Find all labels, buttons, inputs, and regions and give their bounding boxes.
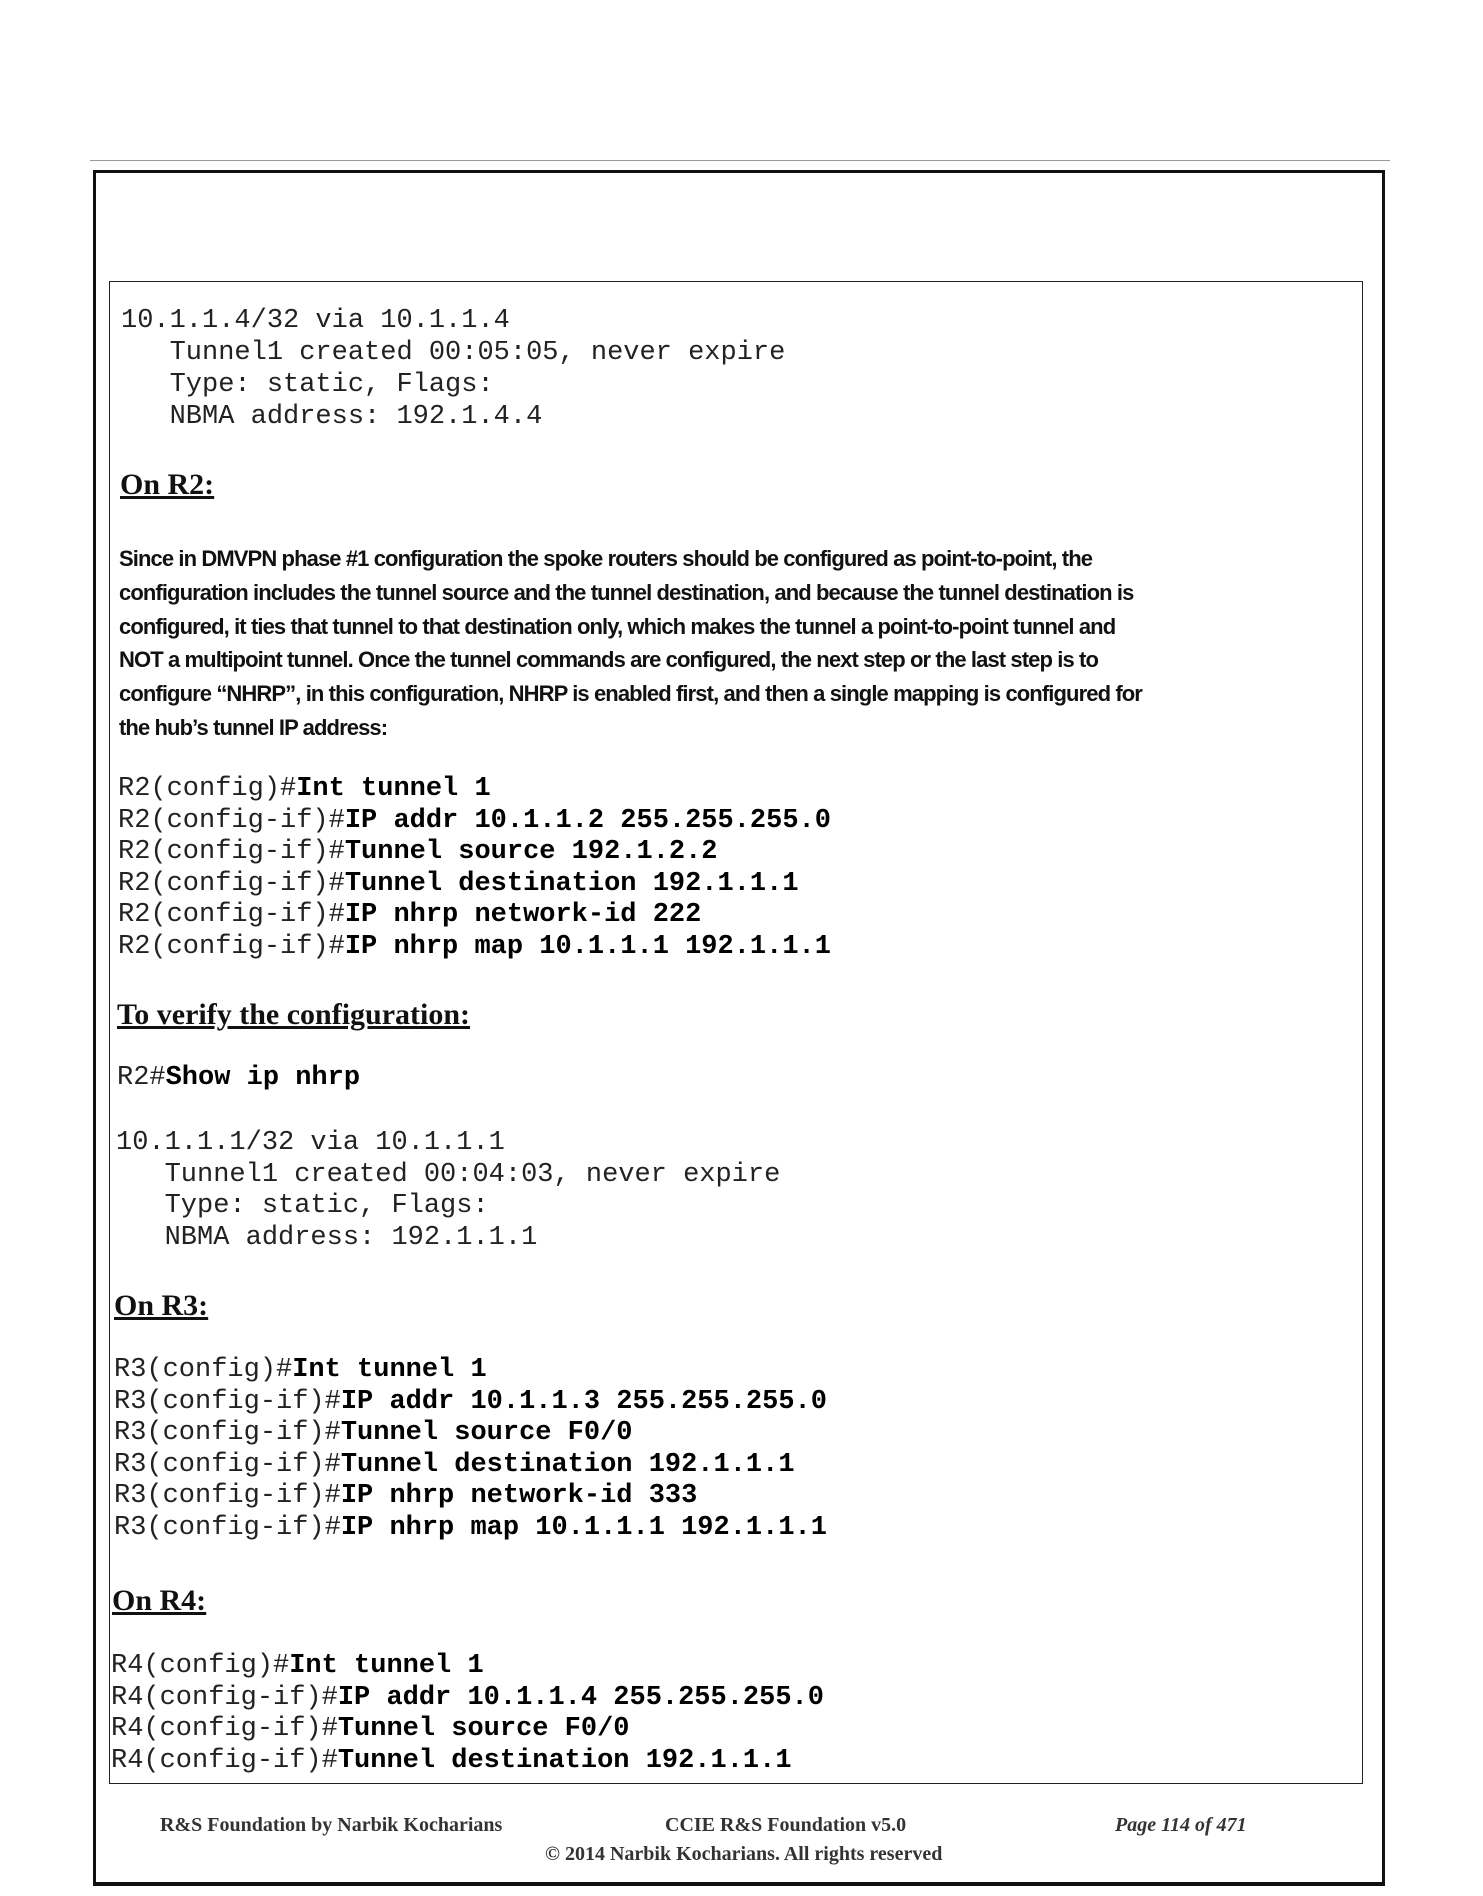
- config-line: [114, 1418, 633, 1448]
- output-line: Type: static, Flags:: [116, 1191, 489, 1222]
- cli-command: IP addr 10.1.1.3 255.255.255.0: [340, 1386, 827, 1417]
- footer-page-number: Page 114 of 471: [1115, 1814, 1247, 1836]
- cli-command: Tunnel destination 192.1.1.1: [340, 1449, 795, 1480]
- config-line: [118, 774, 491, 804]
- cli-command: IP addr 10.1.1.2 255.255.255.0: [344, 805, 831, 836]
- config-line: [111, 1746, 792, 1776]
- output-line: NBMA address: 192.1.4.4: [121, 402, 543, 432]
- cli-prompt: R4(config-if)#: [111, 1714, 338, 1745]
- config-line: [118, 806, 831, 836]
- cli-command: Tunnel destination 192.1.1.1: [344, 868, 799, 899]
- config-line: [118, 869, 799, 899]
- cli-command: IP nhrp network-id 333: [340, 1481, 698, 1512]
- output-line: NBMA address: 192.1.1.1: [116, 1222, 538, 1253]
- cli-prompt: R3(config-if)#: [114, 1418, 341, 1449]
- cli-prompt: R2(config-if)#: [118, 868, 345, 899]
- cli-prompt: R3(config)#: [114, 1355, 293, 1385]
- paragraph-line: the hub’s tunnel IP address:: [119, 715, 388, 740]
- cli-prompt: R4(config-if)#: [111, 1745, 338, 1776]
- cli-prompt: R4(config-if)#: [111, 1682, 338, 1713]
- cli-command: Int tunnel 1: [292, 1355, 487, 1385]
- paragraph-line: NOT a multipoint tunnel. Once the tunnel commands are configured, the next step or the last step is to: [119, 647, 1098, 673]
- cli-command: IP addr 10.1.1.4 255.255.255.0: [337, 1682, 824, 1713]
- cli-prompt: R3(config-if)#: [114, 1513, 341, 1543]
- cli-prompt: R3(config-if)#: [114, 1386, 341, 1417]
- cli-prompt: R2(config-if)#: [118, 837, 345, 868]
- output-line: 10.1.1.4/32 via 10.1.1.4: [121, 306, 510, 336]
- paragraph-line: configured, it ties that tunnel to that destination only, which makes the tunnel a point-to-point tunnel and: [119, 613, 1116, 639]
- output-line: Tunnel1 created 00:05:05, never expire: [121, 338, 786, 368]
- cli-prompt: R2(config-if)#: [118, 900, 345, 931]
- cli-prompt: R2#: [117, 1063, 166, 1093]
- config-line: [118, 837, 718, 867]
- config-line: [114, 1481, 697, 1511]
- cli-command: Int tunnel 1: [296, 774, 491, 804]
- cli-prompt: R3(config-if)#: [114, 1449, 341, 1480]
- footer-center: CCIE R&S Foundation v5.0: [665, 1814, 907, 1836]
- cli-command: Tunnel source F0/0: [340, 1418, 633, 1449]
- config-line: [111, 1714, 630, 1744]
- cli-command: IP nhrp network-id 222: [344, 900, 702, 931]
- cli-command: Int tunnel 1: [289, 1651, 484, 1681]
- heading-on-r2: On R2:: [120, 468, 215, 501]
- cli-command: Tunnel source F0/0: [337, 1714, 630, 1745]
- cli-prompt: R4(config)#: [111, 1651, 290, 1681]
- cli-prompt: R2(config)#: [118, 774, 297, 804]
- config-line: [114, 1387, 827, 1417]
- footer-left: R&S Foundation by Narbik Kocharians: [160, 1814, 503, 1836]
- cli-prompt: R2(config-if)#: [118, 805, 345, 836]
- paragraph-line: Since in DMVPN phase #1 configuration the spoke routers should be configured as point-to-point, the: [119, 546, 1093, 571]
- config-line: [118, 932, 831, 962]
- cli-command: IP nhrp map 10.1.1.1 192.1.1.1: [340, 1513, 827, 1543]
- cli-command: IP nhrp map 10.1.1.1 192.1.1.1: [344, 932, 831, 962]
- heading-on-r4: On R4:: [112, 1584, 207, 1617]
- config-line: [114, 1450, 795, 1480]
- cli-command: Tunnel source 192.1.2.2: [344, 837, 718, 868]
- footer-copyright: © 2014 Narbik Kocharians. All rights reserved: [545, 1843, 943, 1865]
- config-line: [114, 1355, 487, 1385]
- header-rule: [90, 160, 1390, 161]
- config-line: [111, 1651, 484, 1681]
- config-line: [111, 1683, 824, 1713]
- config-line: [114, 1513, 827, 1543]
- heading-on-r3: On R3:: [114, 1289, 209, 1322]
- output-line: Tunnel1 created 00:04:03, never expire: [116, 1159, 781, 1190]
- cli-prompt: R3(config-if)#: [114, 1481, 341, 1512]
- content-box: [109, 281, 1363, 1784]
- output-line: 10.1.1.1/32 via 10.1.1.1: [116, 1128, 505, 1158]
- cli-prompt: R2(config-if)#: [118, 932, 345, 962]
- cli-command: Tunnel destination 192.1.1.1: [337, 1745, 792, 1776]
- paragraph-line: configuration includes the tunnel source and the tunnel destination, and because the tunnel destination is: [119, 579, 1134, 605]
- paragraph-line: configure “NHRP”, in this configuration, NHRP is enabled first, and then a single mapping is configured for: [119, 681, 1142, 707]
- cli-command: Show ip nhrp: [165, 1063, 361, 1093]
- show-command-line: [117, 1063, 360, 1093]
- heading-verify: To verify the configuration:: [117, 998, 471, 1031]
- config-line: [118, 900, 701, 930]
- output-line: Type: static, Flags:: [121, 370, 494, 400]
